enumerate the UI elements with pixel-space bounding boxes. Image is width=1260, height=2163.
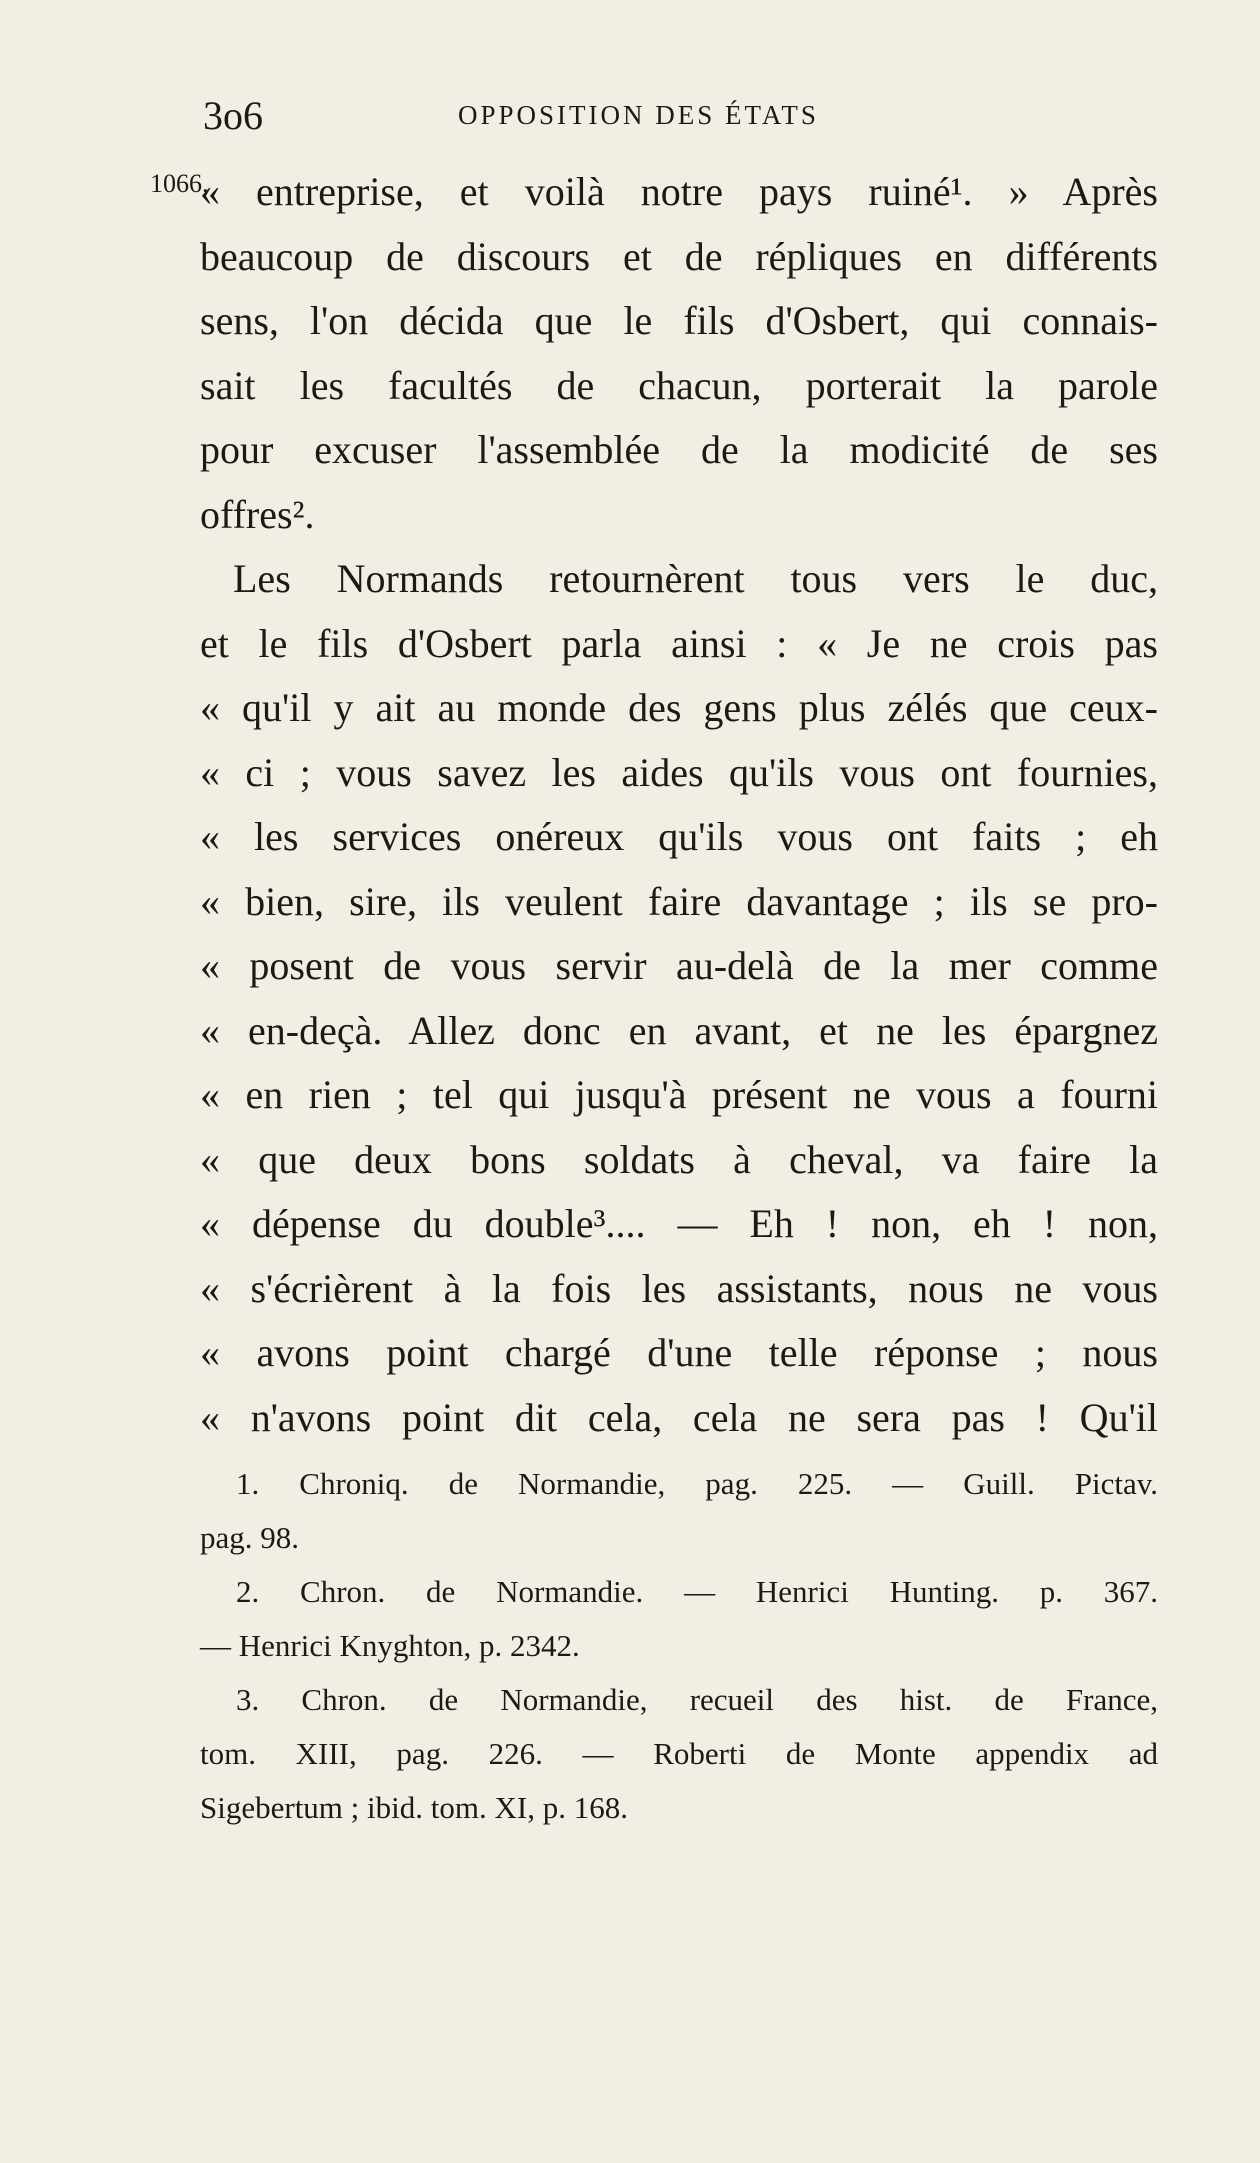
- running-title: OPPOSITION DES ÉTATS: [458, 100, 819, 130]
- body-line: « en-deçà. Allez donc en avant, et ne les épargnez: [200, 1007, 1158, 1053]
- margin-year: 1066.: [150, 169, 209, 198]
- footnote-line: Sigebertum ; ibid. tom. XI, p. 168.: [200, 1790, 628, 1825]
- body-line: « n'avons point dit cela, cela ne sera pas ! Qu'il: [200, 1394, 1158, 1440]
- page-number: 3o6: [203, 93, 263, 138]
- body-line: « en rien ; tel qui jusqu'à présent ne vous a fourni: [200, 1072, 1158, 1117]
- body-text: [200, 160, 1158, 1450]
- footnote-line: 1. Chroniq. de Normandie, pag. 225. — Guill. Pictav.: [236, 1466, 1158, 1501]
- body-line: « dépense du double³.... — Eh ! non, eh ! non,: [200, 1201, 1158, 1246]
- body-line: « les services onéreux qu'ils vous ont faits ; eh: [200, 814, 1158, 859]
- body-line: « entreprise, et voilà notre pays ruiné¹. » Après: [200, 169, 1158, 214]
- body-line: et le fils d'Osbert parla ainsi : « Je ne crois pas: [200, 620, 1158, 666]
- body-line: Les Normands retournèrent tous vers le duc,: [233, 556, 1158, 601]
- body-line: sens, l'on décida que le fils d'Osbert, qui connais-: [200, 298, 1158, 343]
- body-line: pour excuser l'assemblée de la modicité de ses: [200, 427, 1158, 472]
- footnote-line: — Henrici Knyghton, p. 2342.: [200, 1628, 580, 1663]
- body-line: offres².: [200, 491, 315, 537]
- body-line: « ci ; vous savez les aides qu'ils vous ont fournies,: [200, 749, 1158, 795]
- body-line: « qu'il y ait au monde des gens plus zélés que ceux-: [200, 685, 1158, 730]
- body-line: « posent de vous servir au-delà de la mer comme: [200, 943, 1158, 988]
- body-line: sait les facultés de chacun, porterait la parole: [200, 362, 1158, 408]
- body-line: « avons point chargé d'une telle réponse ; nous: [200, 1330, 1158, 1375]
- page-header: [0, 92, 1260, 142]
- body-line: « bien, sire, ils veulent faire davantage ; ils se pro-: [200, 878, 1158, 924]
- body-line: « que deux bons soldats à cheval, va faire la: [200, 1136, 1158, 1182]
- footnote-line: 3. Chron. de Normandie, recueil des hist. de France,: [236, 1682, 1158, 1717]
- footnotes: [200, 1457, 1158, 1835]
- footnote-line: tom. XIII, pag. 226. — Roberti de Monte appendix ad: [200, 1736, 1158, 1771]
- body-line: beaucoup de discours et de répliques en différents: [200, 233, 1158, 279]
- footnote-line: pag. 98.: [200, 1520, 300, 1555]
- body-line: « s'écrièrent à la fois les assistants, nous ne vous: [200, 1265, 1158, 1311]
- footnote-line: 2. Chron. de Normandie. — Henrici Hunting. p. 367.: [236, 1574, 1158, 1609]
